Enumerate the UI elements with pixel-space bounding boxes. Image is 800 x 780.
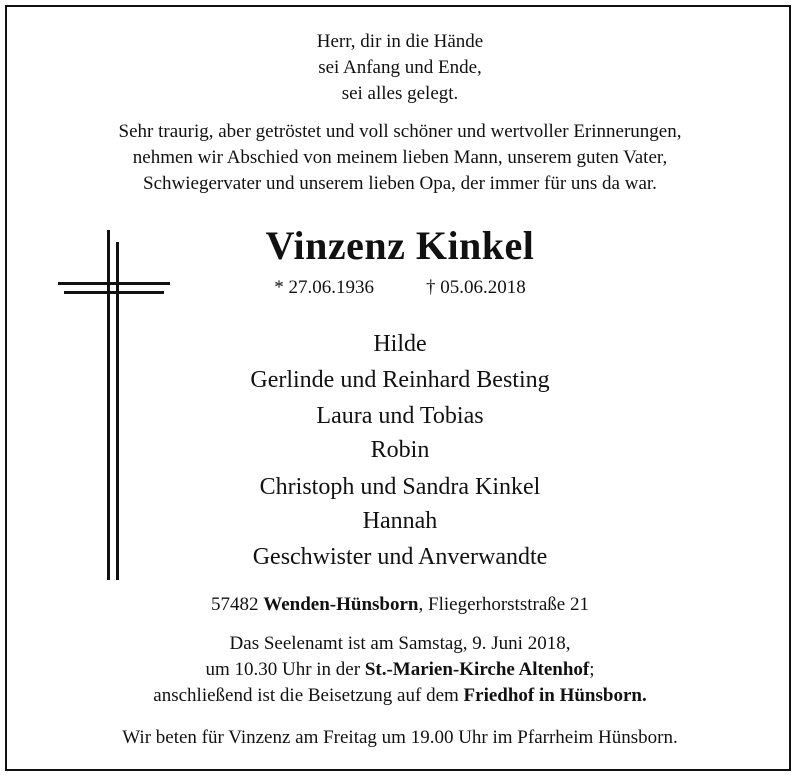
life-dates bbox=[0, 277, 800, 299]
family-line-2: Gerlinde und Reinhard Besting bbox=[250, 367, 550, 393]
cemetery-name: Friedhof in Hünsborn. bbox=[463, 685, 647, 706]
intro-line-1: Sehr traurig, aber getröstet und voll schöner und wertvoller Erinnerungen, bbox=[118, 121, 682, 142]
service-line-1: Das Seelenamt ist am Samstag, 9. Juni 2018, bbox=[229, 633, 571, 654]
prayer-line: Wir beten für Vinzenz am Freitag um 19.00 Uhr im Pfarrheim Hünsborn. bbox=[122, 727, 678, 748]
death-date: † 05.06.2018 bbox=[426, 277, 526, 298]
family-line-6: Hannah bbox=[362, 508, 438, 534]
address-street: , Fliegerhorststraße 21 bbox=[418, 594, 589, 615]
family-line-1: Hilde bbox=[373, 331, 427, 357]
deceased-name: Vinzenz Kinkel bbox=[265, 223, 535, 268]
service-line-2-text: um 10.30 Uhr in der bbox=[205, 659, 365, 680]
poem-line-1: Herr, dir in die Hände bbox=[316, 31, 484, 52]
intro-line-3: Schwiegervater und unserem lieben Opa, der immer für uns da war. bbox=[143, 173, 657, 194]
service-line-2-end: ; bbox=[589, 659, 595, 680]
family-line-5: Christoph und Sandra Kinkel bbox=[259, 474, 541, 500]
address-line bbox=[0, 594, 800, 616]
church-name: St.-Marien-Kirche Altenhof bbox=[364, 659, 590, 680]
service-line-2 bbox=[0, 659, 800, 681]
poem-line-3: sei alles gelegt. bbox=[341, 83, 459, 104]
family-line-3: Laura und Tobias bbox=[316, 403, 484, 429]
address-zip: 57482 bbox=[211, 594, 259, 615]
family-line-4: Robin bbox=[370, 437, 430, 463]
service-line-3 bbox=[0, 685, 800, 707]
address-town: Wenden-Hünsborn bbox=[263, 594, 419, 615]
family-line-7: Geschwister und Anverwandte bbox=[252, 544, 548, 570]
service-line-3-text: anschließend ist die Beisetzung auf dem bbox=[153, 685, 464, 706]
birth-date: * 27.06.1936 bbox=[274, 277, 374, 298]
intro-line-2: nehmen wir Abschied von meinem lieben Mann, unserem guten Vater, bbox=[132, 147, 668, 168]
poem-line-2: sei Anfang und Ende, bbox=[318, 57, 482, 78]
